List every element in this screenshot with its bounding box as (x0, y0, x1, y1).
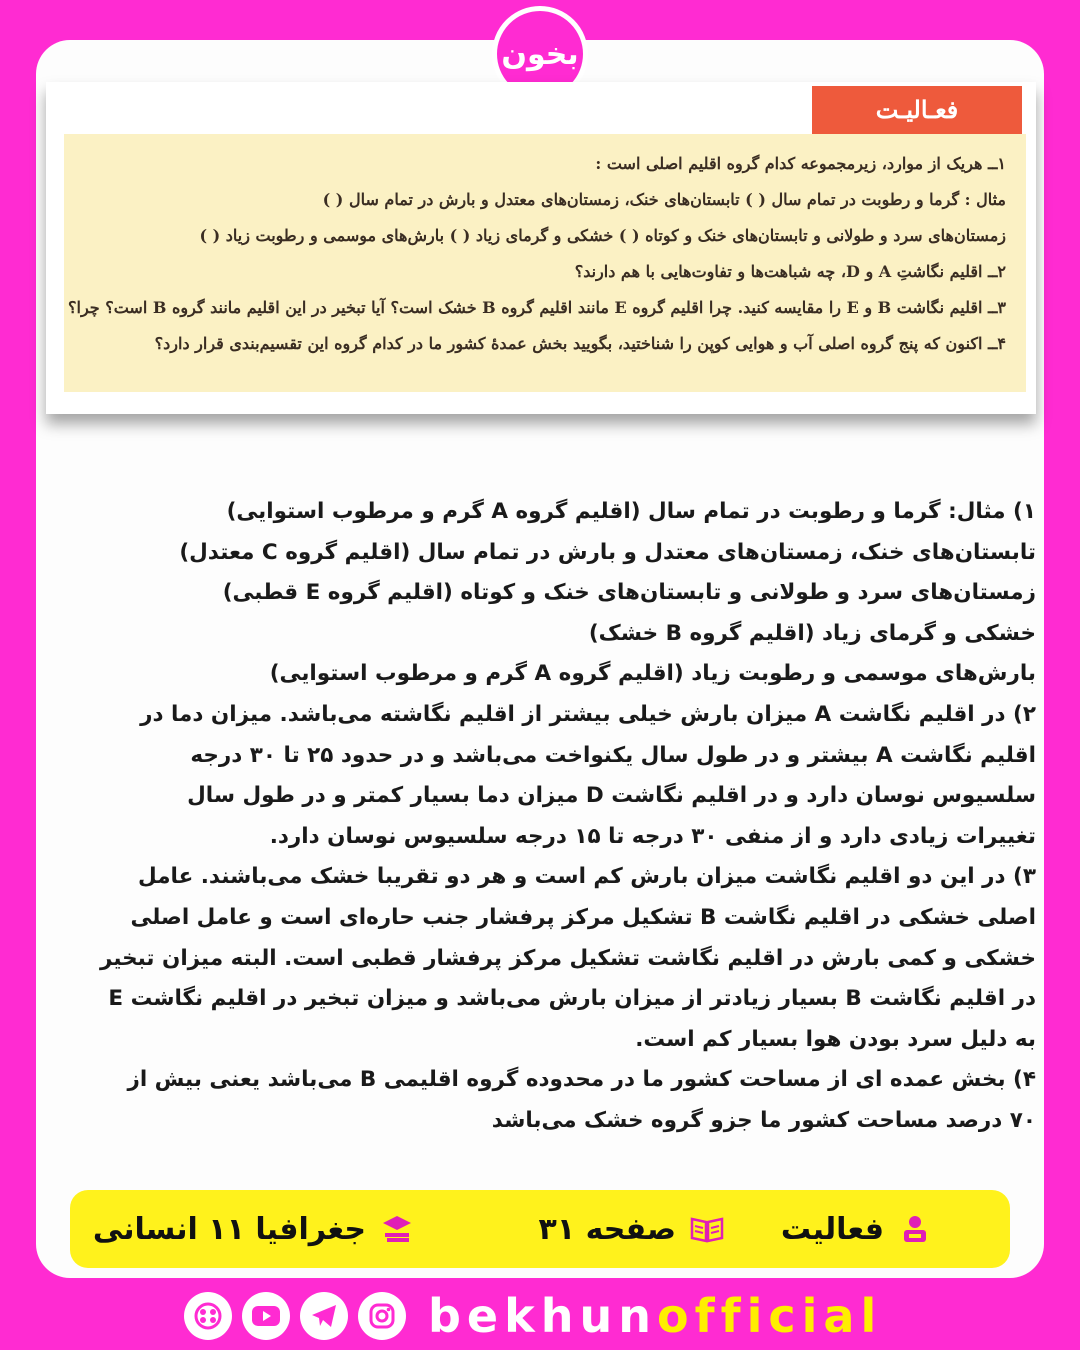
footer-page-label: صفحه ۳۱ (538, 1211, 676, 1247)
logo-text: بخون (501, 36, 579, 72)
answer-line: اصلی خشکی در اقلیم نگاشت B تشکیل مرکز پرفشار جنب حاره‌ای است و عامل اصلی (130, 904, 1036, 930)
answer-line: بارش‌های موسمی و رطوبت زیاد (اقلیم گروه A گرم و مرطوب استوایی) (269, 661, 1036, 687)
answer-line: به دلیل سرد بودن هوا بسیار کم است. (635, 1026, 1036, 1052)
book-questions (64, 134, 1026, 392)
answer-line: اقلیم نگاشت A بیشتر و در طول سال یکنواخت می‌باشد و در حدود ۲۵ تا ۳۰ درجه (190, 742, 1036, 768)
textbook-excerpt (46, 82, 1036, 414)
graduation-cap-books-icon (380, 1212, 414, 1246)
answer-line: تغییرات زیادی دارد و از منفی ۳۰ درجه تا ۱۵ درجه سلسیوس نوسان دارد. (269, 823, 1036, 849)
brand-accent: official (656, 1289, 883, 1343)
instagram-icon[interactable] (358, 1292, 406, 1340)
answer-line: تابستان‌های خنک، زمستان‌های معتدل و بارش در تمام سال (اقلیم گروه C معتدل) (179, 539, 1036, 565)
book-line: مثال : گرما و رطوبت در تمام سال ( ) تابستان‌های خنک، زمستان‌های معتدل و بارش در تمام سال ( ) (322, 190, 1006, 209)
answer-line: ۷۰ درصد مساحت کشور ما جزو گروه خشک می‌باشد (491, 1107, 1036, 1133)
youtube-icon[interactable] (242, 1292, 290, 1340)
answer-line: در اقلیم نگاشت B بسیار زیادتر از میزان بارش می‌باشد و میزان تبخیر در اقلیم نگاشت E (108, 986, 1036, 1012)
answer-line: خشکی و گرمای زیاد (اقلیم گروه B خشک) (588, 620, 1036, 646)
book-line: ۳ــ اقلیم نگاشت B و E را مقایسه کنید. چرا اقلیم گروه E مانند اقلیم گروه B خشک است؟ آیا تبخیر در این اقلیم مانند گروه B است؟ چرا؟ (68, 298, 1006, 317)
footer-bar (70, 1190, 1010, 1268)
aparat-icon[interactable] (184, 1292, 232, 1340)
answer-line: ۴) بخش عمده ای از مساحت کشور ما در محدوده گروه اقلیمی B می‌باشد یعنی بیش از (127, 1067, 1036, 1093)
book-line: ۴ــ اکنون که پنج گروه اصلی آب و هوایی کوپن را شناختید، بگویید بخش عمدهٔ کشور ما در کدام گروه این تقسیم‌بندی قرار دارد؟ (154, 334, 1006, 353)
telegram-icon[interactable] (300, 1292, 348, 1340)
answer-line: ۲) در اقلیم نگاشت A میزان بارش خیلی بیشتر از اقلیم نگاشته می‌باشد. میزان دما در (140, 701, 1036, 727)
answer-line: خشکی و کمی بارش در اقلیم نگاشت تشکیل مرکز پرفشار قطبی است. البته میزان تبخیر (99, 945, 1036, 971)
footer-subject-label: جغرافیا ۱۱ انسانی (92, 1211, 366, 1247)
book-line: ۲ــ اقلیم نگاشتِ A و D، چه شباهت‌ها و تفاوت‌هایی با هم دارند؟ (574, 262, 1006, 281)
brand-name (428, 1290, 882, 1342)
footer-activity (781, 1190, 932, 1268)
answer-line: ۳) در این دو اقلیم نگاشت میزان بارش کم است و هر دو تقریبا خشک می‌باشند. عامل (138, 864, 1036, 890)
teacher-icon (898, 1212, 932, 1246)
footer-activity-label: فعالیت (780, 1211, 884, 1247)
answer-line: ۱) مثال: گرما و رطوبت در تمام سال (اقلیم گروه A گرم و مرطوب استوایی) (226, 499, 1036, 524)
footer-subject (93, 1190, 414, 1268)
answer-line: زمستان‌های سرد و طولانی و تابستان‌های خنک و کوتاه (اقلیم گروه E قطبی) (222, 580, 1036, 606)
brand-main: bekhun (428, 1289, 657, 1343)
book-line: زمستان‌های سرد و طولانی و تابستان‌های خنک و کوتاه ( ) خشکی و گرمای زیاد ( ) بارش‌های موسمی و رطوبت زیاد ( ) (199, 226, 1006, 245)
social-strip (184, 1290, 882, 1342)
footer-page (539, 1190, 724, 1268)
book-line: ۱ــ هریک از موارد، زیرمجموعه کدام گروه اقلیم اصلی است : (595, 154, 1006, 173)
answer-line: سلسیوس نوسان دارد و در اقلیم نگاشت D میزان دما بسیار کمتر و در طول سال (187, 783, 1036, 809)
open-book-icon (690, 1212, 724, 1246)
book-heading: فعـالیـت (812, 86, 1022, 134)
answer-text (64, 492, 1036, 1142)
